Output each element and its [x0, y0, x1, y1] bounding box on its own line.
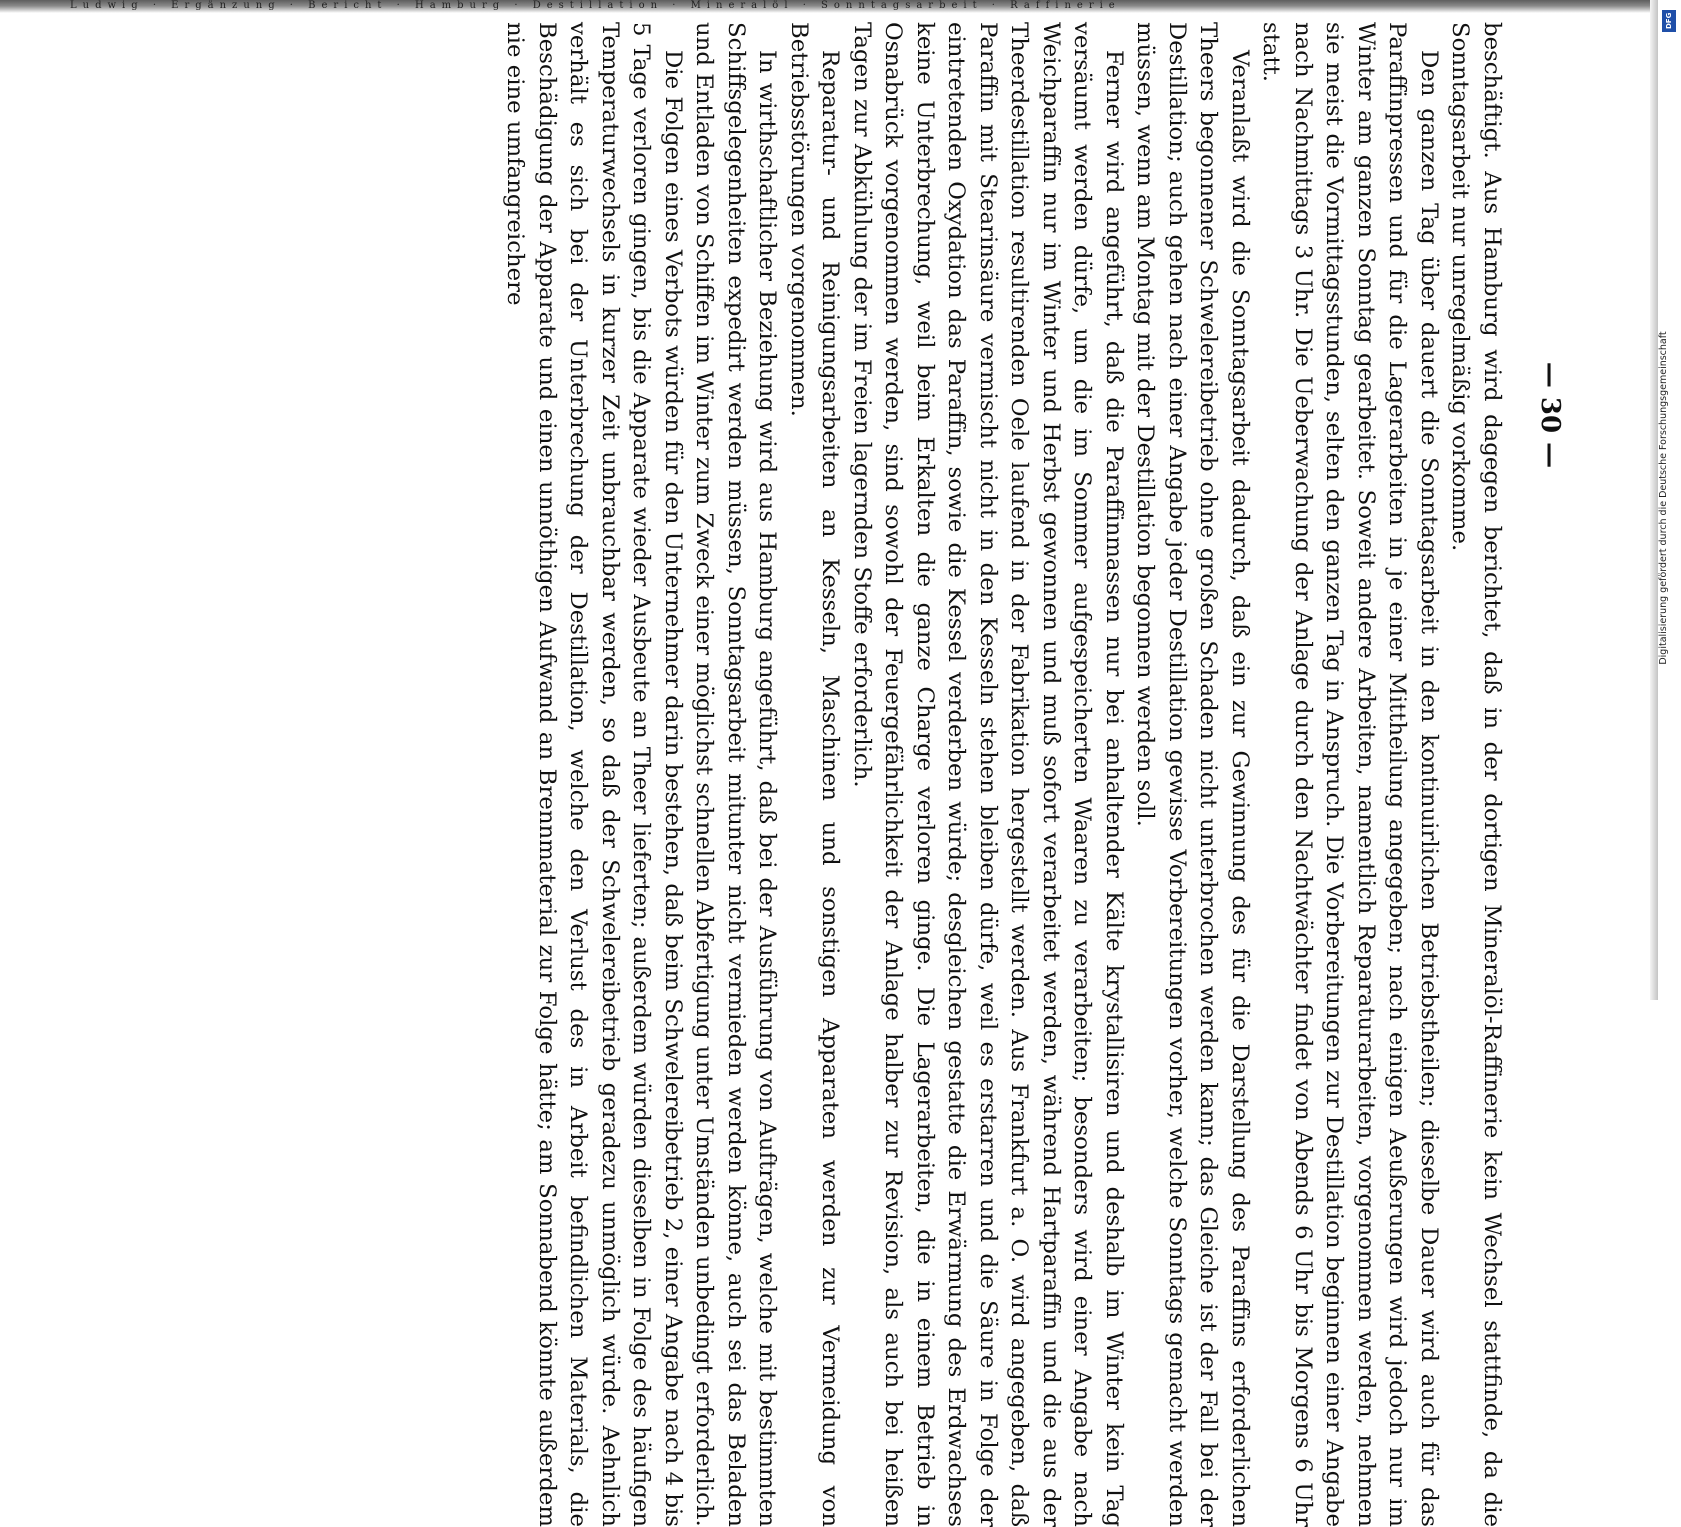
scan-page-edge	[1650, 0, 1658, 1000]
paragraph-1: beschäftigt. Aus Hamburg wird dagegen berichtet, daß in der dortigen Mineralöl-Raffinerie kein Wechsel stattfinde, da die Sonntagsarbeit nur unregelmäßig vorkomme.	[1447, 22, 1505, 1527]
dfg-logo: DFG	[1662, 10, 1676, 32]
paragraph-3: Veranlaßt wird die Sonntagsarbeit dadurch, daß ein zur Gewinnung des für die Darstellung des Paraffins erforderlichen Theers begonnener Schwelereibetrieb ohne großen Schaden nicht unterbrochen werden kann; das Gleiche ist der Fall bei der Destillation; auch gehen nach einer Angabe jeder Destillation gewisse Vorbereitungen vorher, welche Sonntags gemacht werden müssen, wenn am Montag mit der Destillation begonnen werden soll.	[1132, 22, 1253, 1527]
paragraph-7: Die Folgen eines Verbots würden für den Unternehmer darin bestehen, daß beim Schwelereibetrieb 2, einer Angabe nach 4 bis 5 Tage verloren gingen, bis die Apparate wieder Ausbeute an Theer lieferten; außerdem würden dieselben in Folge des häufigen Temperaturwechsels in kurzer Zeit unbrauchbar werden, so daß der Schwelereibetrieb geradezu unmöglich würde. Aehnlich verhält es sich bei der Unterbrechung der Destillation, welche den Verlust des in Arbeit befindlichen Materials, die Beschädigung der Apparate und einen unnöthigen Aufwand an Brennmaterial zur Folge hätte; am Sonnabend könnte außerdem nie eine umfangreichere	[502, 22, 686, 1527]
page-body	[499, 22, 1507, 1527]
paragraph-6: In wirthschaftlicher Beziehung wird aus Hamburg angeführt, daß bei der Ausführung von Aufträgen, welche mit bestimmten Schiffsgelegenheiten expedirt werden müssen, Sonntagsarbeit mitunter nicht vermieden werden könne, auch sei das Beladen und Entladen von Schiffen im Winter zum Zweck einer möglichst schnellen Abfertigung unter Umständen unbedingt erforderlich.	[691, 22, 781, 1527]
page-number: — 30 —	[1535, 361, 1565, 469]
paragraph-4: Ferner wird angeführt, daß die Paraffinmassen nur bei anhaltender Kälte krystallisiren und deshalb im Winter kein Tag versäumt werden dürfe, um die im Sommer aufgespeicherten Waaren zu verarbeiten; besonders wird einer Angabe nach Weichparaffin nur im Winter und Herbst gewonnen und muß sofort verarbeitet werden, während Hartparaffin und die aus der Theerdestillation resultirenden Oele laufend in der Fabrikation hergestellt werden. Aus Frankfurt a. O. wird angegeben, daß Paraffin mit Stearinsäure vermischt nicht in den Kesseln stehen bleiben dürfe, weil es erstarren und die Säure in Folge der eintretenden Oxydation das Paraffin, sowie die Kessel verderben würde; desgleichen gestatte die Erwärmung des Erdwachses keine Unterbrechung, weil beim Erkalten die ganze Charge verloren ginge. Die Lagerarbeiten, die in einem Betrieb in Osnabrück vorgenommen werden, sind sowohl der Feuergefährlichkeit der Anlage halber zur Revision, als auch bei heißen Tagen zur Abkühlung der im Freien lagernden Stoffe erforderlich.	[849, 22, 1127, 1527]
paragraph-5: Reparatur- und Reinigungsarbeiten an Kesseln, Maschinen und sonstigen Apparaten werden zur Vermeidung von Betriebsstörungen vorgenommen.	[786, 22, 844, 1527]
scanned-page	[45, 0, 1595, 1527]
cut-off-top-margin-text: Ludwig · Ergänzung · Bericht · Hamburg · Destillation · Mineralöl · Sonntagsarbeit · Raffinerie	[70, 0, 1121, 11]
paragraph-2: Den ganzen Tag über dauert die Sonntagsarbeit in den kontinuirlichen Betriebstheilen; dieselbe Dauer wird auch für das Paraffinpressen und für die Lagerarbeiten in je einer Mittheilung angegeben; nach einigen Aeußerungen wird jedoch nur im Winter am ganzen Sonntag gearbeitet. Soweit andere Arbeiten, namentlich Reparaturarbeiten, vorgenommen werden, nehmen sie meist die Vormittagsstunden, selten den ganzen Tag in Anspruch. Die Vorbereitungen zur Destillation beginnen einer Angabe nach Nachmittags 3 Uhr. Die Ueberwachung der Anlage durch den Nachtwächter findet von Abends 6 Uhr bis Morgens 6 Uhr statt.	[1258, 22, 1442, 1527]
digitization-note: Digitalisierung gefördert durch die Deutsche Forschungsgemeinschaft	[1658, 331, 1669, 665]
